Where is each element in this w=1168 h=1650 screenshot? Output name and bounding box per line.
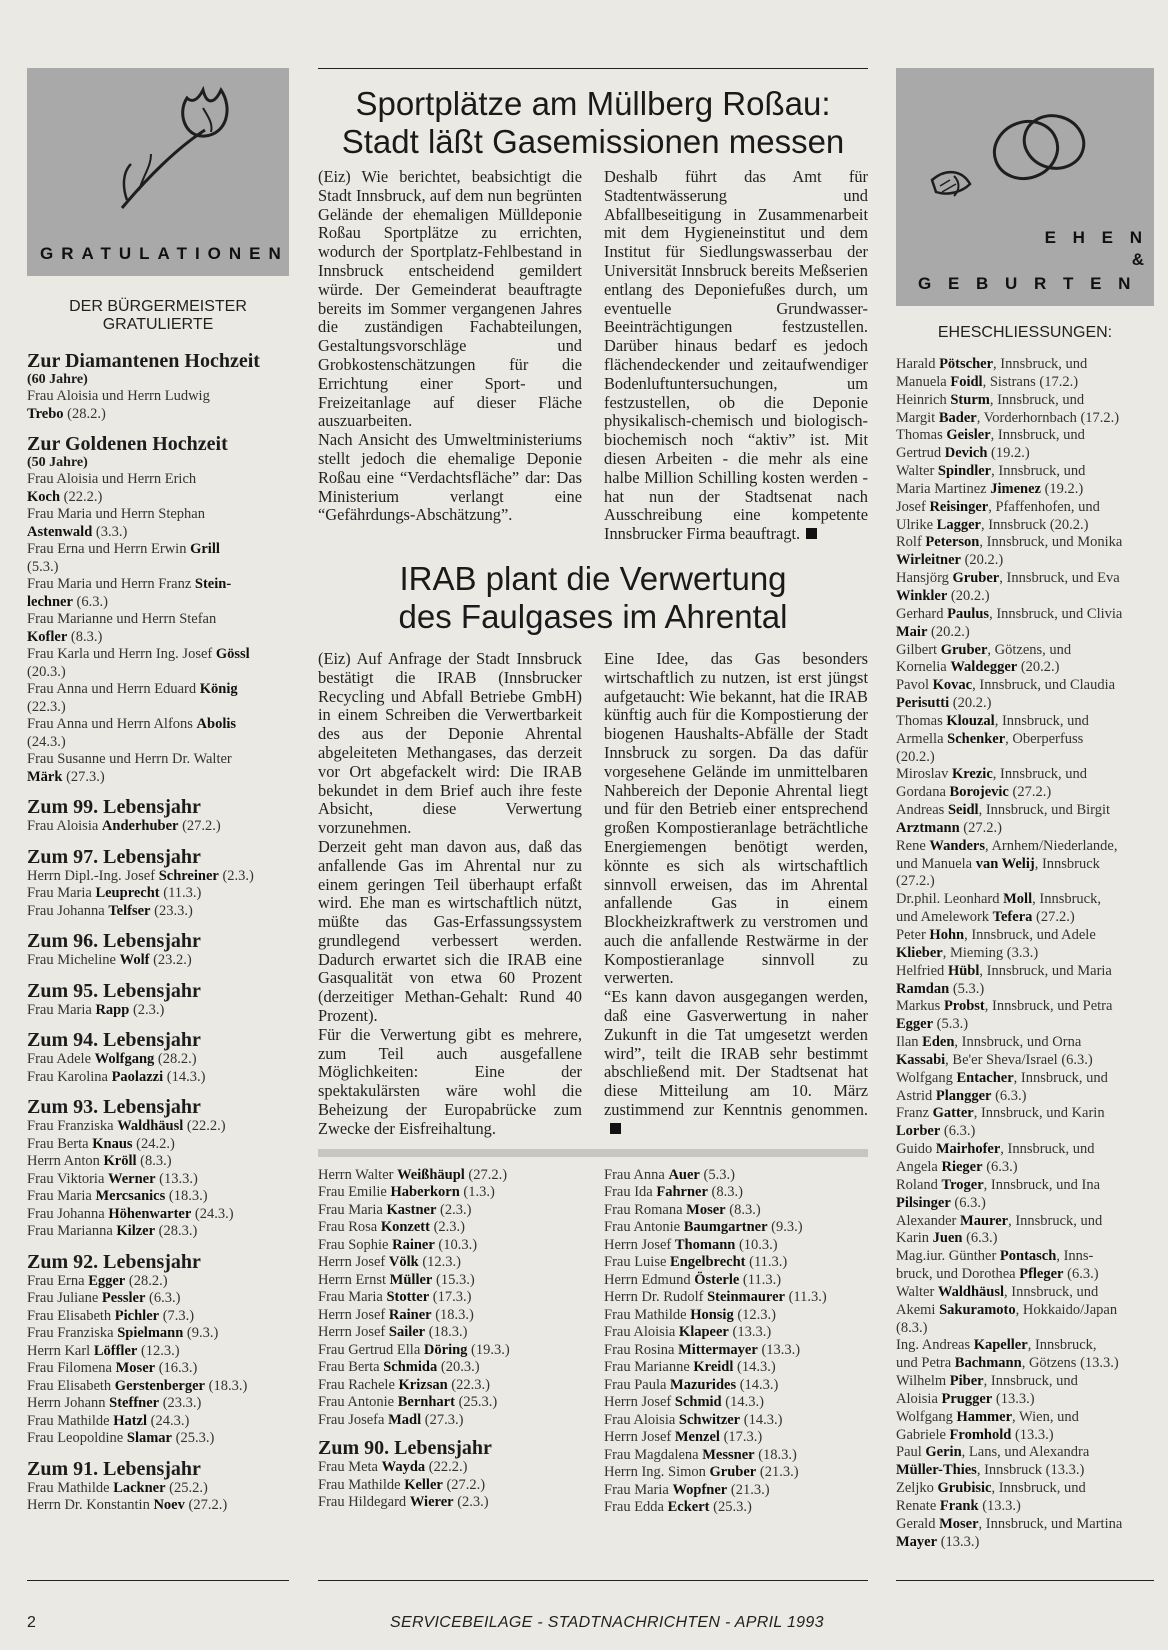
list-item: Heinrich Sturm, Innsbruck, und — [896, 391, 1085, 408]
gratulation-group — [27, 930, 289, 970]
list-item: (20.2.) — [896, 748, 935, 765]
list-item: Josef Reisinger, Pfaffenhofen, und — [896, 498, 1100, 515]
list-item: Lorber (6.3.) — [896, 1123, 976, 1140]
list-item: Miroslav Krezic, Innsbruck, und — [896, 766, 1088, 783]
list-item: Walter Spindler, Innsbruck, und — [896, 463, 1086, 480]
group-title: Zum 93. Lebensjahr — [27, 1096, 201, 1118]
buergermeister-heading: DER BÜRGERMEISTER GRATULIERTE — [69, 298, 247, 333]
list-item: Frau Maria und Herrn Stephan — [27, 506, 205, 522]
list-item: Frau Josefa Madl (27.3.) — [318, 1411, 464, 1428]
article2-col1: (Eiz) Auf Anfrage der Stadt Innsbruck bestätigt die IRAB (Innsbrucker Recycling und Abfall Betriebe GmbH) in einem Schreiben die Verwertbarkeit des aus der Deponie Ahrental abgeleiteten Methangases, das derzeit vor Ort abgefackelt wird: Die IRAB bekundet in dem Brief auch ihre feste Absicht, diese Verwertung vorzunehmen. Derzeit geht man davon aus, daß das anfallende Gas im Ahrental nur zu einem geringen Teil überhaupt erfaßt wird. Ehe man es wirtschaftlich nützt, müßte das Gas-Erfassungssystem grundlegend verbessert werden. Dadurch erwartet sich die IRAB eine Gasqualität von etwa 60 Prozent (derzeitiger Methan-Gehalt: Rund 40 Prozent). Für die Verwertung gibt es mehrere, zum Teil auch ausgefallene Möglichkeiten: Eine der spektakulärsten wäre wohl die Beheizung der Europabrücke zum Zwecke der Eisfreihaltung. — [318, 648, 582, 1138]
list-item: Koch (22.2.) — [27, 488, 103, 505]
list-item: Kornelia Waldegger (20.2.) — [896, 659, 1060, 676]
list-item: Frau Rosa Konzett (2.3.) — [318, 1219, 466, 1236]
gratulation-group — [27, 433, 289, 786]
list-item: (27.2.) — [896, 873, 935, 890]
article2-body — [318, 650, 868, 1139]
list-item: Pilsinger (6.3.) — [896, 1194, 986, 1211]
list-item: Thomas Klouzal, Innsbruck, und — [896, 712, 1089, 729]
list-item: Herrn Ernst Müller (15.3.) — [318, 1271, 475, 1288]
list-item: Frau Edda Eckert (25.3.) — [604, 1499, 752, 1516]
list-item: Mag.iur. Günther Pontasch, Inns- — [896, 1248, 1094, 1265]
ehen-geburten-column — [896, 68, 1154, 1552]
birthday-list-col2 — [604, 1167, 868, 1517]
list-item: Margit Bader, Vorderhornbach (17.2.) — [896, 409, 1120, 426]
list-item: Frau Hildegard Wierer (2.3.) — [318, 1494, 489, 1511]
list-item: Frau Maria Kastner (2.3.) — [318, 1201, 472, 1218]
list-item: Frau Susanne und Herrn Dr. Walter — [27, 751, 232, 767]
list-item: Herrn Josef Rainer (18.3.) — [318, 1306, 474, 1323]
list-item: Gertrud Devich (19.2.) — [896, 445, 1030, 462]
list-item: Andreas Seidl, Innsbruck, und Birgit — [896, 802, 1111, 819]
list-item: Maria Martinez Jimenez (19.2.) — [896, 480, 1084, 497]
article1-col2: Deshalb führt das Amt für Stadtentwässerung und Abfallbeseitigung in Zusammenarbeit mit dem Hygieneinstitut und dem Institut für Siedlungswasserbau der Universität Innsbruck bereits Meßserien entlang des Deponiefußes durch, um eventuelle Grundwasser-Beeinträchtigungen festzustellen. Darüber hinaus bedarf es jedoch flächendeckender und zeitaufwendiger Bodenluftuntersuchungen, um festzustellen, ob die Deponie physikalisch-chemisch und biologisch-biochemisch noch “aktiv” ist. Mit diesen Arbeiten - die mehr als eine halbe Million Schilling kosten werden - hat nun der Stadtsenat nach Ausschreibung eine kompetente Innsbrucker Firma beauftragt. — [604, 167, 868, 544]
list-item: Manuela Foidl, Sistrans (17.2.) — [896, 373, 1079, 390]
list-item: Frau Erna und Herrn Erwin Grill — [27, 541, 220, 557]
list-item: Dr.phil. Leonhard Moll, Innsbruck, — [896, 891, 1101, 908]
list-item: Frau Maria Wopfner (21.3.) — [604, 1481, 770, 1498]
list-item: Frau Mathilde Honsig (12.3.) — [604, 1306, 776, 1323]
list-item: Frau Juliane Pessler (6.3.) — [27, 1290, 181, 1306]
list-item: Rene Wanders, Arnhem/Niederlande, — [896, 837, 1118, 854]
bottom-rule-right — [896, 1580, 1154, 1581]
end-mark — [610, 1123, 621, 1134]
list-item: Gilbert Gruber, Götzens, und — [896, 641, 1072, 658]
gratulation-group — [27, 1251, 289, 1448]
list-item: Herrn Dr. Konstantin Noev (27.2.) — [27, 1497, 228, 1513]
list-item: Wirleitner (20.2.) — [896, 552, 1004, 569]
list-item: Frau Anna und Herrn Alfons Abolis — [27, 716, 237, 732]
list-item: Peter Hohn, Innsbruck, und Adele — [896, 927, 1096, 943]
list-item: Angela Rieger (6.3.) — [896, 1158, 1018, 1175]
list-item: Gerald Moser, Innsbruck, und Martina — [896, 1515, 1123, 1532]
list-item: Märk (27.3.) — [27, 768, 105, 785]
group-title: Zum 90. Lebensjahr — [318, 1437, 492, 1460]
list-item: Frau Filomena Moser (16.3.) — [27, 1360, 198, 1376]
geburten-label: G E B U R T E N — [918, 274, 1137, 293]
list-item: Mayer (13.3.) — [896, 1533, 980, 1550]
group-title: Zum 94. Lebensjahr — [27, 1029, 201, 1051]
list-item: Herrn Josef Schmid (14.3.) — [604, 1394, 764, 1411]
list-item: und Amelework Tefera (27.2.) — [896, 909, 1075, 926]
list-item: Frau Franziska Waldhäusl (22.2.) — [27, 1118, 226, 1134]
list-item: Frau Anna und Herrn Eduard König — [27, 681, 238, 697]
group-title: Zum 97. Lebensjahr — [27, 845, 201, 868]
marriage-list — [896, 356, 1154, 1552]
group-title: Zum 96. Lebensjahr — [27, 930, 201, 952]
list-item: Gabriele Fromhold (13.3.) — [896, 1426, 1054, 1443]
list-item: Herrn Walter Weißhäupl (27.2.) — [318, 1166, 508, 1183]
list-item: Frau Rachele Krizsan (22.3.) — [318, 1376, 490, 1393]
list-item: Ilan Eden, Innsbruck, und Orna — [896, 1034, 1082, 1051]
list-item: Frau Aloisia und Herrn Erich — [27, 471, 197, 487]
list-item: Frau Emilie Haberkorn (1.3.) — [318, 1184, 495, 1201]
list-item: Aloisia Prugger (13.3.) — [896, 1390, 1035, 1407]
ehen-label: E H E N — [1044, 228, 1148, 247]
gratulation-group — [27, 1458, 289, 1515]
group-title: Zur Diamantenen Hochzeit — [27, 350, 260, 372]
list-item: Rolf Peterson, Innsbruck, und Monika — [896, 534, 1123, 551]
list-item: Arztmann (27.2.) — [896, 819, 1002, 836]
end-mark — [806, 528, 817, 539]
list-item: bruck, und Dorothea Pfleger (6.3.) — [896, 1266, 1099, 1283]
list-item: Frau Aloisia Schwitzer (14.3.) — [604, 1411, 783, 1428]
list-item: Gerhard Paulus, Innsbruck, und Clivia — [896, 605, 1123, 622]
list-item: Frau Marianne und Herrn Stefan — [27, 611, 217, 627]
list-item: Klieber, Mieming (3.3.) — [896, 944, 1039, 961]
list-item: Karin Juen (6.3.) — [896, 1230, 998, 1247]
list-item: Zeljko Grubisic, Innsbruck, und — [896, 1480, 1086, 1497]
list-item: Frau Micheline Wolf (23.2.) — [27, 952, 192, 968]
birthday-list-col1 — [318, 1167, 582, 1517]
list-item: Frau Elisabeth Pichler (7.3.) — [27, 1307, 195, 1324]
gratulationen-banner — [27, 68, 289, 276]
list-item: Astrid Plangger (6.3.) — [896, 1087, 1027, 1104]
list-item: Frau Mathilde Lackner (25.2.) — [27, 1479, 208, 1496]
gratulation-group — [27, 980, 289, 1020]
list-item: (8.3.) — [896, 1319, 928, 1336]
list-item: Frau Mathilde Keller (27.2.) — [318, 1476, 486, 1493]
list-item: Alexander Maurer, Innsbruck, und — [896, 1212, 1103, 1229]
list-item: Herrn Josef Menzel (17.3.) — [604, 1429, 763, 1446]
list-item: Herrn Josef Thomann (10.3.) — [604, 1236, 778, 1253]
list-item: und Petra Bachmann, Götzens (13.3.) — [896, 1355, 1119, 1372]
list-item: Herrn Anton Kröll (8.3.) — [27, 1153, 172, 1169]
list-item: Frau Maria Leuprecht (11.3.) — [27, 885, 202, 901]
group-title: Zur Goldenen Hochzeit — [27, 433, 228, 455]
list-item: Gordana Borojevic (27.2.) — [896, 784, 1052, 801]
article1-col1: (Eiz) Wie berichtet, beabsichtigt die Stadt Innsbruck, auf dem nun begrünten Gelände der ehemaligen Mülldeponie Roßau Sportplätze zu errichten, wodurch der Sportplatz-Fehlbestand in Innsbruck entscheidend gemildert würde. Der Gemeinderat beauftragte bereits im Sommer vergangenen Jahres die zuständigen Fachabteilungen, Gestaltungsvorschläge und Grobkostenschätzungen für die Errichtung einer Sport- und Freizeitanlage auf dieser Fläche auszuarbeiten. Nach Ansicht des Umweltministeriums stellt jedoch die ehemalige Deponie Roßau eine “Verdachtsfläche” dar: Das Ministerium verlangt eine “Gefährdungs-Abschätzung”. — [318, 167, 582, 525]
gratulation-group — [27, 1029, 289, 1086]
list-item: Kassabi, Be'er Sheva/Israel (6.3.) — [896, 1051, 1093, 1068]
list-item: Herrn Dr. Rudolf Steinmaurer (11.3.) — [604, 1289, 827, 1306]
bottom-rule-left — [27, 1580, 289, 1581]
list-item: (20.3.) — [27, 663, 66, 680]
list-item: Herrn Karl Löffler (12.3.) — [27, 1342, 180, 1359]
ampersand-label: & — [1131, 250, 1144, 269]
list-item: Markus Probst, Innsbruck, und Petra — [896, 998, 1113, 1015]
list-item: Pavol Kovac, Innsbruck, und Claudia — [896, 677, 1116, 694]
group-title: Zum 91. Lebensjahr — [27, 1457, 201, 1480]
list-item: Frau Marianne Kreidl (14.3.) — [604, 1359, 776, 1376]
list-item: Herrn Josef Sailer (18.3.) — [318, 1324, 468, 1341]
list-item: Frau Karla und Herrn Ing. Josef Gössl — [27, 646, 250, 662]
article1-headline: Sportplätze am Müllberg Roßau: Stadt läßt Gasemissionen messen — [341, 85, 845, 160]
list-item: Frau Ida Fahrner (8.3.) — [604, 1184, 743, 1201]
list-item: Perisutti (20.2.) — [896, 695, 992, 712]
list-item: Ing. Andreas Kapeller, Innsbruck, — [896, 1337, 1097, 1354]
list-item: Kofler (8.3.) — [27, 628, 103, 645]
list-item: Herrn Ing. Simon Gruber (21.3.) — [604, 1464, 799, 1481]
list-item: Frau Erna Egger (28.2.) — [27, 1272, 168, 1289]
list-item: Wilhelm Piber, Innsbruck, und — [896, 1373, 1078, 1390]
list-item: Herrn Dipl.-Ing. Josef Schreiner (2.3.) — [27, 867, 254, 884]
group-subtitle: (60 Jahre) — [27, 372, 88, 387]
group-title: Zum 92. Lebensjahr — [27, 1250, 201, 1273]
eheschliessungen-heading: EHESCHLIESSUNGEN: — [937, 324, 1113, 341]
list-item: Ulrike Lagger, Innsbruck (20.2.) — [896, 516, 1089, 533]
birthday-list — [318, 1167, 868, 1517]
list-item: Frau Elisabeth Gerstenberger (18.3.) — [27, 1377, 248, 1394]
list-item: Frau Sophie Rainer (10.3.) — [318, 1236, 478, 1253]
articles-column — [318, 68, 868, 1517]
list-item: Roland Troger, Innsbruck, und Ina — [896, 1176, 1101, 1193]
list-item: (5.3.) — [27, 558, 59, 575]
group-title: Zum 99. Lebensjahr — [27, 796, 201, 818]
list-item: Trebo (28.2.) — [27, 405, 106, 422]
list-item: Paul Gerin, Lans, und Alexandra — [896, 1444, 1090, 1461]
list-item: Winkler (20.2.) — [896, 587, 990, 604]
list-item: Thomas Geisler, Innsbruck, und — [896, 427, 1085, 444]
list-item: Franz Gatter, Innsbruck, und Karin — [896, 1105, 1105, 1122]
list-item: und Manuela van Welij, Innsbruck — [896, 855, 1100, 872]
list-item: Frau Karolina Paolazzi (14.3.) — [27, 1068, 206, 1085]
list-item: Walter Waldhäusl, Innsbruck, und — [896, 1283, 1099, 1300]
list-item: Guido Mairhofer, Innsbruck, und — [896, 1141, 1095, 1158]
list-item: Hansjörg Gruber, Innsbruck, und Eva — [896, 570, 1120, 587]
list-item: Egger (5.3.) — [896, 1016, 969, 1033]
group-subtitle: (50 Jahre) — [27, 455, 88, 470]
list-item: Akemi Sakuramoto, Hokkaido/Japan — [896, 1301, 1118, 1318]
list-item: Frau Antonie Baumgartner (9.3.) — [604, 1219, 803, 1236]
list-item: Harald Pötscher, Innsbruck, und — [896, 356, 1088, 372]
list-item: Frau Antonie Bernhart (25.3.) — [318, 1394, 498, 1411]
list-item: Frau Marianna Kilzer (28.3.) — [27, 1223, 198, 1239]
gratulation-group — [27, 1096, 289, 1241]
list-item: Frau Johanna Höhenwarter (24.3.) — [27, 1205, 234, 1222]
list-item: Herrn Johann Steffner (23.3.) — [27, 1395, 202, 1411]
list-item: lechner (6.3.) — [27, 593, 108, 610]
wedding-rings-icon — [896, 68, 1154, 306]
list-item: Renate Frank (13.3.) — [896, 1498, 1021, 1514]
article2-col2: Eine Idee, das Gas besonders wirtschaftlich zu nutzen, ist erst jüngst aufgetaucht: Wie bekannt, hat die IRAB künftig auch für die Kompostierung der biogenen Haushalts-Abfälle der Stadt Innsbruck zu sorgen. Da das dafür vorgesehene Gelände im unmittelbaren Nahbereich der Deponie Ahrental liegt und für den Betrieb einer entsprechend großen Kompostieranlage beträchtliche Energiemengen benötigt werden, könnte es sich als wirtschaftlich sinnvoll erweisen, das im Ahrental anfallende Gas in einem Blockheizkraftwerk zu verstromen und auch die anfallende Restwärme in der Kompostieranlage sinnvoll zu verwerten. “Es kann davon ausgegangen werden, daß eine Gasverwertung in naher Zukunft in die Tat umgesetzt werden wird”, teilt die IRAB sehr bestimmt abschließend mit. Der Stadtsenat hat diese Mitteilung am 10. März zustimmend zur Kenntnis genommen. — [604, 650, 868, 1139]
bottom-rule-middle — [318, 1580, 868, 1581]
list-item: Ramdan (5.3.) — [896, 980, 985, 997]
list-item: Frau Berta Knaus (24.2.) — [27, 1135, 175, 1152]
gratulationen-column — [27, 68, 289, 1515]
list-item: Frau Aloisia Anderhuber (27.2.) — [27, 818, 221, 834]
list-item: Herrn Edmund Österle (11.3.) — [604, 1271, 782, 1288]
list-item: Helfried Hübl, Innsbruck, und Maria — [896, 962, 1112, 979]
list-item: Frau Anna Auer (5.3.) — [604, 1166, 735, 1183]
list-item: Frau Mathilde Hatzl (24.3.) — [27, 1412, 190, 1429]
gratulation-group — [27, 350, 289, 423]
list-item: Armella Schenker, Oberperfuss — [896, 730, 1084, 747]
list-item: Frau Romana Moser (8.3.) — [604, 1201, 761, 1218]
list-item: Herrn Josef Völk (12.3.) — [318, 1254, 461, 1271]
gratulation-group — [27, 846, 289, 921]
list-item: Frau Luise Engelbrecht (11.3.) — [604, 1254, 788, 1271]
gray-divider — [318, 1149, 868, 1157]
list-item: Frau Maria Rapp (2.3.) — [27, 1001, 165, 1018]
list-item: Frau Leopoldine Slamar (25.3.) — [27, 1430, 215, 1446]
list-item: Wolfgang Entacher, Innsbruck, und — [896, 1069, 1108, 1086]
list-item: Frau Johanna Telfser (23.3.) — [27, 902, 193, 919]
article2-headline: IRAB plant die Verwertung des Faulgases im Ahrental — [398, 559, 788, 635]
list-item: (22.3.) — [27, 698, 66, 715]
gratulationen-label: GRATULATIONEN — [40, 244, 289, 263]
list-item: Frau Gertrud Ella Döring (19.3.) — [318, 1341, 510, 1358]
list-item: Frau Franziska Spielmann (9.3.) — [27, 1325, 219, 1341]
list-item: Frau Maria Mercsanics (18.3.) — [27, 1188, 208, 1204]
list-item: Frau Viktoria Werner (13.3.) — [27, 1170, 198, 1187]
list-item: Frau Paula Mazurides (14.3.) — [604, 1376, 779, 1393]
list-item: (24.3.) — [27, 733, 66, 750]
list-item: Frau Maria und Herrn Franz Stein- — [27, 576, 232, 592]
list-item: Astenwald (3.3.) — [27, 523, 128, 540]
ehen-geburten-banner — [896, 68, 1154, 306]
list-item: Mair (20.2.) — [896, 623, 970, 640]
list-item: Frau Aloisia Klapeer (13.3.) — [604, 1324, 772, 1341]
gratulation-group — [27, 796, 289, 836]
list-item: Frau Meta Wayda (22.2.) — [318, 1459, 468, 1476]
gratulation-groups — [27, 350, 289, 1515]
list-item: Frau Magdalena Messner (18.3.) — [604, 1446, 797, 1463]
top-rule — [318, 68, 868, 69]
list-item: Frau Berta Schmida (20.3.) — [318, 1359, 480, 1376]
list-item: Müller-Thies, Innsbruck (13.3.) — [896, 1462, 1085, 1479]
footer-title: SERVICEBEILAGE - STADTNACHRICHTEN - APRIL 1993 — [390, 1614, 824, 1631]
list-item: Frau Rosina Mittermayer (13.3.) — [604, 1341, 801, 1358]
page-number: 2 — [27, 1614, 36, 1631]
list-item: Frau Aloisia und Herrn Ludwig — [27, 388, 210, 404]
group-title: Zum 95. Lebensjahr — [27, 979, 201, 1002]
list-item: Frau Maria Stotter (17.3.) — [318, 1289, 472, 1306]
list-item: Frau Adele Wolfgang (28.2.) — [27, 1051, 197, 1067]
article1-body — [318, 168, 868, 544]
list-item: Wolfgang Hammer, Wien, und — [896, 1408, 1079, 1425]
